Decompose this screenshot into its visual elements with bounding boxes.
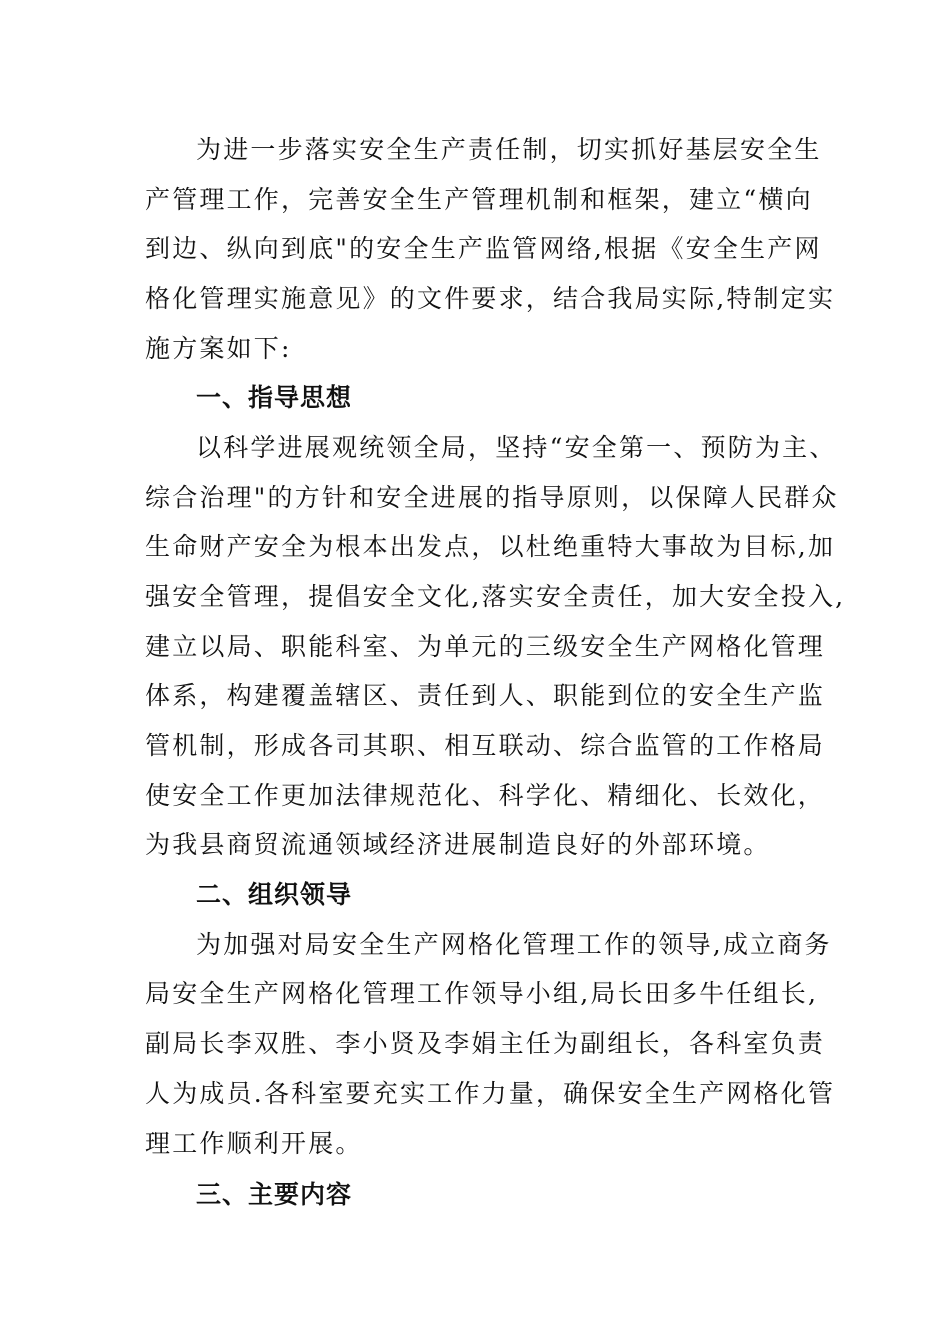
section1-line-2: 综合治理"的方针和安全进展的指导原则，以保障人民群众 xyxy=(145,483,839,512)
intro-line-3: 到边、纵向到底"的安全生产监管网络,根据《安全生产网 xyxy=(145,234,822,263)
section1-line-7: 管机制，形成各司其职、相互联动、综合监管的工作格局 xyxy=(145,731,826,760)
intro-line-2: 产管理工作，完善安全生产管理机制和框架，建立“横向 xyxy=(145,185,813,214)
section1-line-8: 使安全工作更加法律规范化、科学化、精细化、长效化， xyxy=(145,781,826,810)
section-heading-1: 一、指导思想 xyxy=(196,383,353,412)
section1-line-1: 以科学进展观统领全局，坚持“安全第一、预防为主、 xyxy=(196,433,837,462)
section2-line-1: 为加强对局安全生产网格化管理工作的领导,成立商务 xyxy=(196,930,832,959)
intro-line-5: 施方案如下: xyxy=(145,334,292,363)
section1-line-3: 生命财产安全为根本出发点，以杜绝重特大事故为目标,加 xyxy=(145,532,836,561)
intro-line-1: 为进一步落实安全生产责任制，切实抓好基层安全生 xyxy=(196,135,822,164)
section2-line-3: 副局长李双胜、李小贤及李娟主任为副组长，各科室负责 xyxy=(145,1029,826,1058)
section1-line-9: 为我县商贸流通领域经济进展制造良好的外部环境。 xyxy=(145,830,771,859)
section1-line-4: 强安全管理，提倡安全文化,落实安全责任，加大安全投入, xyxy=(145,582,846,611)
section2-line-4: 人为成员.各科室要充实工作力量，确保安全生产网格化管 xyxy=(145,1079,836,1108)
section-heading-2: 二、组织领导 xyxy=(196,880,353,909)
section1-line-6: 体系，构建覆盖辖区、责任到人、职能到位的安全生产监 xyxy=(145,681,826,710)
section1-line-5: 建立以局、职能科室、为单元的三级安全生产网格化管理 xyxy=(145,632,826,661)
section2-line-5: 理工作顺利开展。 xyxy=(145,1129,363,1158)
intro-line-4: 格化管理实施意见》的文件要求，结合我局实际,特制定实 xyxy=(145,284,836,313)
section-heading-3: 三、主要内容 xyxy=(196,1180,353,1209)
section2-line-2: 局安全生产网格化管理工作领导小组,局长田多牛任组长, xyxy=(145,979,819,1008)
